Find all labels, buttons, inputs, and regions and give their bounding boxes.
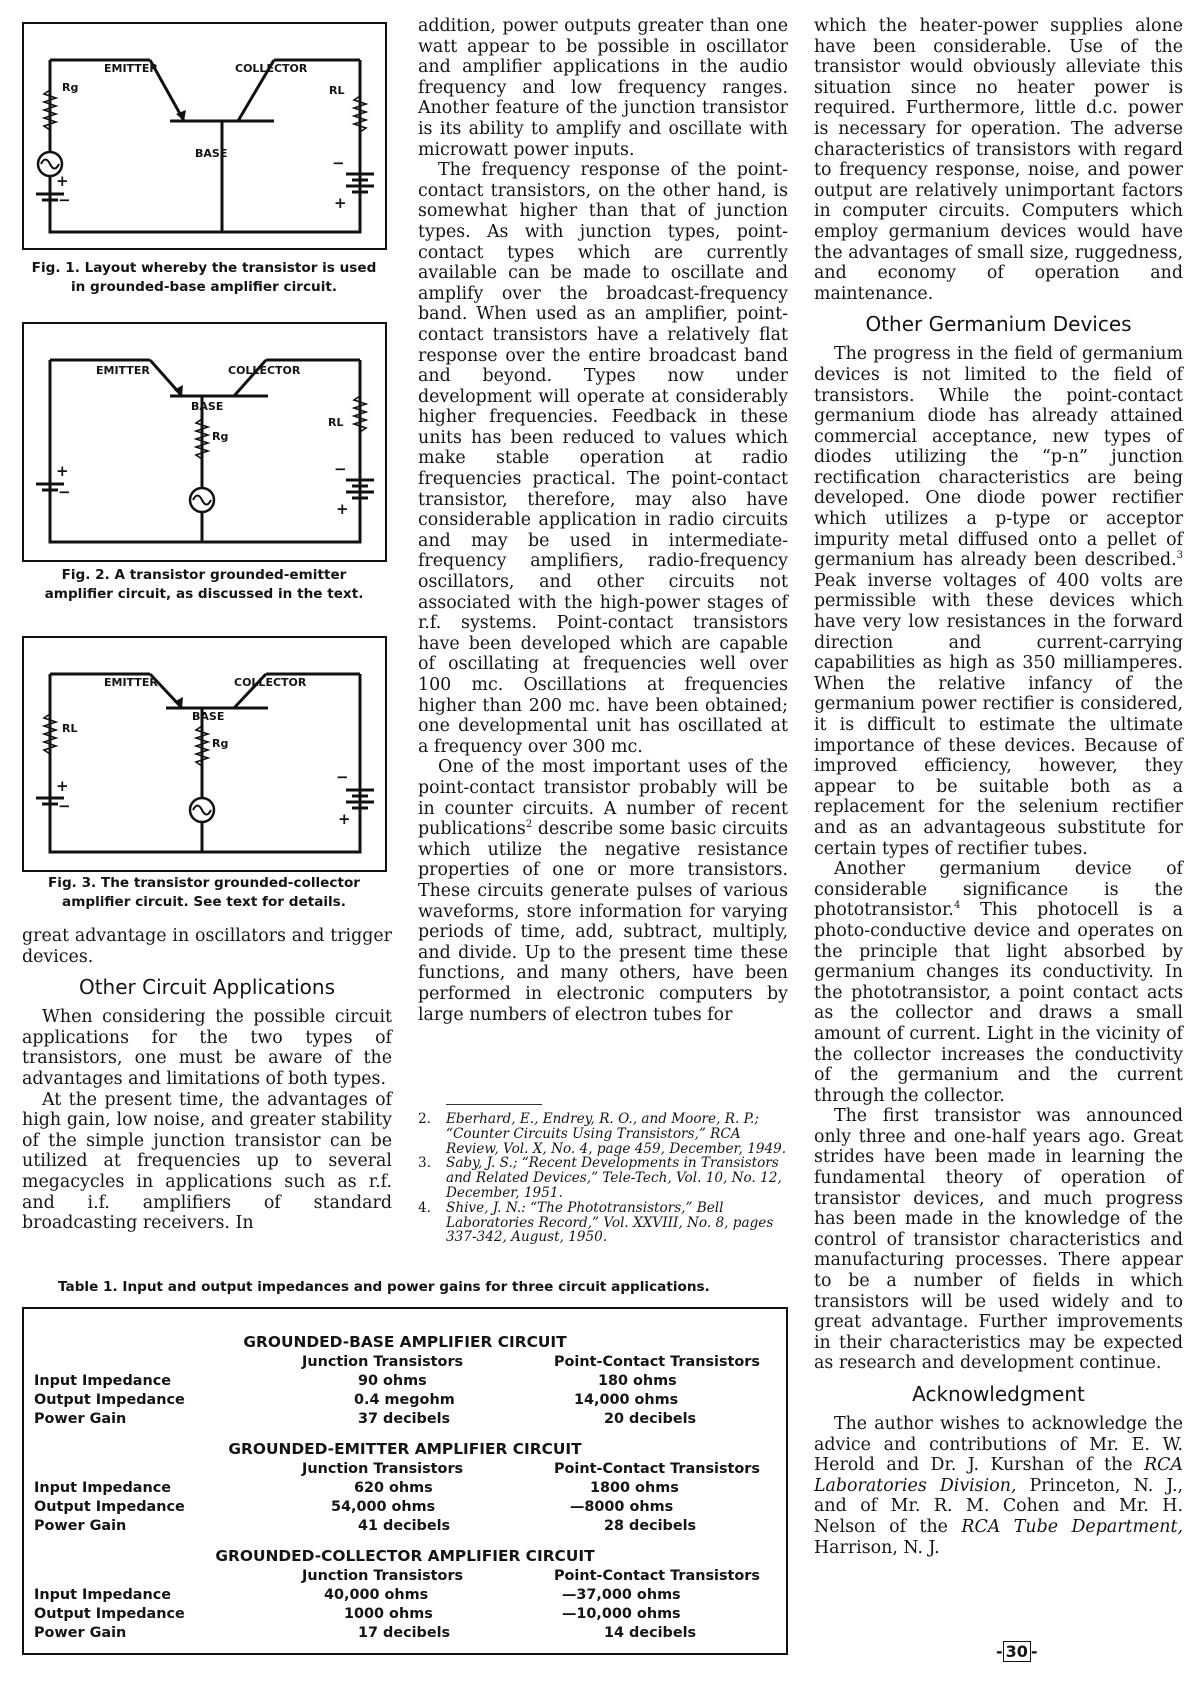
rg-label: Rg (62, 81, 79, 94)
footnote-number: 4. (418, 1199, 431, 1216)
footnote-item (418, 1201, 788, 1245)
emitter-label: EMITTER (104, 676, 158, 689)
base-label: BASE (192, 710, 225, 723)
paragraph: great advantage in oscillators and trigger devices. (22, 926, 392, 967)
paragraph-text: This photocell is a photo-conductive device and operates on the principle that light absorbed by germanium changes its conductivity. In the phototransistor, a point contact acts as the collector and draws a small amount of current. Light in the vicinity of the collector increases the conductivity of the germanium and the current through the collector. (814, 900, 1183, 1106)
minus-sign: − (58, 191, 71, 209)
cell-point-contact: 14,000 ohms (574, 1392, 679, 1408)
cell-junction: 1000 ohms (344, 1606, 433, 1622)
cell-junction: 40,000 ohms (324, 1587, 429, 1603)
italic-text: RCA Laboratories Division, (814, 1455, 1183, 1496)
data-table (22, 1307, 788, 1655)
paragraph: which the heater-power supplies alone have been considerable. Use of the transistor would obviously alleviate this situation since no heater power is required. Furthermore, little d.c. power is necessary for operation. The adverse characteristics of transistors with regard to frequency response, noise, and power output are relatively unimportant factors in computer circuits. Computers which employ germanium devices would have the advantages of small size, ruggedness, and economy of operation and maintenance. (814, 16, 1183, 304)
paragraph: addition, power outputs greater than one watt appear to be possible in oscillator and amplifier applications in the audio frequency and low frequency ranges. Another feature of the junction transistor is its ability to amplify and oscillate with microwatt power inputs. (418, 16, 788, 160)
cell-point-contact: 20 decibels (604, 1411, 697, 1427)
footnote-number: 2. (418, 1111, 431, 1127)
plus-sign: + (336, 500, 349, 518)
paragraph-text: Harrison, N. J. (814, 1537, 940, 1558)
paragraph-text: The progress in the field of germanium devices is not limited to the field of transistors. While the point-contact germanium diode has already attained commercial acceptance, new types of diodes utilizing the “p-n” junction rectification characteristics are being developed. One diode power rectifier which utilizes a p-type or acceptor impurity metal diffused onto a pellet of germanium has already been described. (814, 344, 1183, 571)
paragraph: The frequency response of the point-contact transistors, on the other hand, is somewhat higher than that of junction types. As with junction types, point-contact types which are currently available can be made to oscillate and amplify over the broadcast-frequency band. When used as an amplifier, point-contact transistors have a relatively flat response over the entire broadcast band and beyond. Types now under development will operate at considerably higher frequencies. Feedback in these units has been reduced to values which make stable operation at radio frequencies practical. The point-contact transistor, therefore, may also have considerable application in radio circuits and may be used in intermediate-frequency amplifiers, radio-frequency oscillators, and other circuits not associated with the high-power stages of r.f. systems. Point-contact transistors have been developed which are capable of oscillating at frequencies well over 100 mc. Oscillations at frequencies higher than 200 mc. have been obtained; one developmental unit has oscillated at a frequency over 300 mc. (418, 160, 788, 757)
column-header: Junction Transistors (302, 1354, 464, 1370)
plus-sign: + (334, 194, 347, 212)
paragraph-text: The author wishes to acknowledge the advice and contributions of Mr. E. W. Herold and Dr. J. Kurshan of the (814, 1414, 1183, 1476)
row-label: Power Gain (34, 1518, 127, 1534)
paragraph: When considering the possible circuit applications for the two types of transistors, one must be aware of the advantages and limitations of both types. (22, 1007, 392, 1089)
row-label: Output Impedance (34, 1392, 185, 1408)
footnote-item (418, 1112, 788, 1156)
column-header: Point-Contact Transistors (554, 1461, 760, 1477)
cell-junction: 90 ohms (358, 1373, 427, 1389)
cell-point-contact: —37,000 ohms (562, 1587, 681, 1603)
cell-junction: 0.4 megohm (354, 1392, 455, 1408)
cell-point-contact: —10,000 ohms (562, 1606, 681, 1622)
paragraph: At the present time, the advantages of high gain, low noise, and greater stability of the simple junction transistor can be utilized at frequencies up to several megacycles in applications such as r.f. and i.f. amplifiers of standard broadcasting receivers. In (22, 1089, 392, 1234)
footnote-marker: 2 (525, 819, 533, 831)
row-label: Output Impedance (34, 1606, 185, 1622)
paragraph-text: Princeton, N. J., and of Mr. R. M. Cohen and Mr. H. Nelson of the (814, 1475, 1183, 1537)
paragraph (418, 757, 788, 1025)
section-heading: Other Germanium Devices (865, 312, 1132, 337)
base-label: BASE (191, 400, 224, 413)
figure-3-schematic (24, 638, 385, 870)
cell-point-contact: 180 ohms (598, 1373, 677, 1389)
paragraph-text: Another germanium device of considerable significance is the phototransistor. (814, 859, 1183, 921)
footnote-text: Shive, J. N.: “The Phototransistors,” Bell Laboratories Record,” Vol. XXVIII, No. 8, pages 337-342, August, 1950. (446, 1199, 774, 1246)
section-heading: Other Circuit Applications (78, 975, 336, 1000)
cell-point-contact: 14 decibels (604, 1625, 697, 1641)
column-1-text (22, 926, 392, 1234)
footnote-marker: 3 (1176, 550, 1183, 562)
plus-sign: + (56, 462, 69, 480)
cell-point-contact: —8000 ohms (570, 1499, 674, 1515)
paragraph-text: Peak inverse voltages of 400 volts are permissible with these devices which have very low resistances in the forward direction and current-carrying capabilities as high as 350 milliamperes. When the relative infancy of the germanium power rectifier is considered, it is difficult to estimate the ultimate importance of these devices. Because of improved efficiency, however, they appear to be suitable both as a replacement for the selenium rectifier and as an advantageous substitute for certain types of rectifier tubes. (814, 570, 1183, 859)
collector-label: COLLECTOR (228, 364, 301, 377)
column-header: Point-Contact Transistors (554, 1354, 760, 1370)
paragraph-text: describe some basic circuits which utilize the negative resistance properties of one or more transistors. These circuits generate pulses of various waveforms, store information for varying periods of time, add, subtract, multiply, and divide. Up to the present time these functions, and many others, have been performed in electronic computers by large numbers of electron tubes for (418, 819, 788, 1025)
column-header: Junction Transistors (302, 1568, 464, 1584)
column-header: Point-Contact Transistors (554, 1568, 760, 1584)
rg-label: Rg (212, 737, 229, 750)
cell-junction: 37 decibels (358, 1411, 451, 1427)
minus-sign: − (58, 797, 71, 815)
row-label: Power Gain (34, 1625, 127, 1641)
cell-junction: 41 decibels (358, 1518, 451, 1534)
footnote-marker: 4 (953, 900, 961, 912)
emitter-label: EMITTER (104, 62, 158, 75)
footnote-item (418, 1156, 788, 1200)
cell-junction: 17 decibels (358, 1625, 451, 1641)
paragraph (814, 344, 1183, 859)
footnote-number: 3. (418, 1155, 431, 1172)
column-2-text (418, 16, 788, 1025)
italic-text: RCA Tube Department, (961, 1516, 1183, 1537)
row-label: Power Gain (34, 1411, 127, 1427)
figure-2-schematic (24, 324, 385, 560)
minus-sign: − (332, 154, 345, 172)
figure-3-caption: Fig. 3. The transistor grounded-collector amplifier circuit. See text for details. (48, 875, 360, 910)
paragraph (814, 1414, 1183, 1558)
table-caption: Table 1. Input and output impedances and power gains for three circuit applications. (58, 1279, 710, 1295)
base-label: BASE (195, 147, 228, 160)
paragraph (814, 859, 1183, 1106)
table-section-title: GROUNDED-BASE AMPLIFIER CIRCUIT (243, 1333, 567, 1351)
plus-sign: + (338, 810, 351, 828)
footnotes (418, 1112, 788, 1245)
cell-junction: 54,000 ohms (331, 1499, 436, 1515)
section-heading: Acknowledgment (912, 1382, 1085, 1406)
column-header: Junction Transistors (302, 1461, 464, 1477)
rl-label: RL (62, 722, 78, 735)
footnote-text: Saby, J. S.; “Recent Developments in Transistors and Related Devices,” Tele-Tech, Vol. 10, No. 12, December, 1951. (446, 1155, 782, 1201)
row-label: Input Impedance (34, 1480, 171, 1496)
figure-3 (22, 636, 387, 872)
figure-2-caption: Fig. 2. A transistor grounded-emitter amplifier circuit, as discussed in the text. (44, 567, 364, 602)
emitter-label: EMITTER (96, 364, 150, 377)
table-section-title: GROUNDED-EMITTER AMPLIFIER CIRCUIT (228, 1440, 582, 1458)
cell-junction: 620 ohms (354, 1480, 433, 1496)
column-3-text (814, 16, 1183, 1558)
row-label: Input Impedance (34, 1373, 171, 1389)
footnote-rule (446, 1104, 542, 1105)
paragraph: The first transistor was announced only three and one-half years ago. Great strides have been made in learning the fundamental theory of operation of transistor devices, and much progress has been made in the knowledge of the control of transistor characteristics and manufacturing processes. There appear to be a number of fields in which transistors will be used widely and to great advantage. Further improvements in their characteristics may be expected as research and development continue. (814, 1106, 1183, 1374)
minus-sign: − (336, 768, 349, 786)
footnote-text: Eberhard, E., Endrey, R. O., and Moore, R. P.; “Counter Circuits Using Transistors,” RCA Review, Vol. X, No. 4, page 459, December, 1949. (446, 1111, 787, 1157)
table-section-title: GROUNDED-COLLECTOR AMPLIFIER CIRCUIT (215, 1547, 595, 1565)
minus-sign: − (58, 483, 71, 501)
page-number: - 30 - (996, 1642, 1038, 1661)
plus-sign: + (56, 172, 69, 190)
collector-label: COLLECTOR (235, 62, 308, 75)
rl-label: RL (328, 416, 344, 429)
figure-1-caption: Fig. 1. Layout whereby the transistor is used in grounded-base amplifier circuit. (31, 260, 377, 295)
cell-point-contact: 28 decibels (604, 1518, 697, 1534)
minus-sign: − (334, 460, 347, 478)
figure-2 (22, 322, 387, 562)
rl-label: RL (329, 84, 345, 97)
figure-1-schematic (24, 24, 385, 248)
row-label: Input Impedance (34, 1587, 171, 1603)
rg-label: Rg (212, 430, 229, 443)
figure-1 (22, 22, 387, 250)
plus-sign: + (56, 777, 69, 795)
row-label: Output Impedance (34, 1499, 185, 1515)
collector-label: COLLECTOR (234, 676, 307, 689)
cell-point-contact: 1800 ohms (590, 1480, 679, 1496)
page-number-value: 30 (1003, 1641, 1031, 1662)
paragraph-text: One of the most important uses of the point-contact transistor probably will be in counter circuits. A number of recent publications (418, 757, 788, 840)
